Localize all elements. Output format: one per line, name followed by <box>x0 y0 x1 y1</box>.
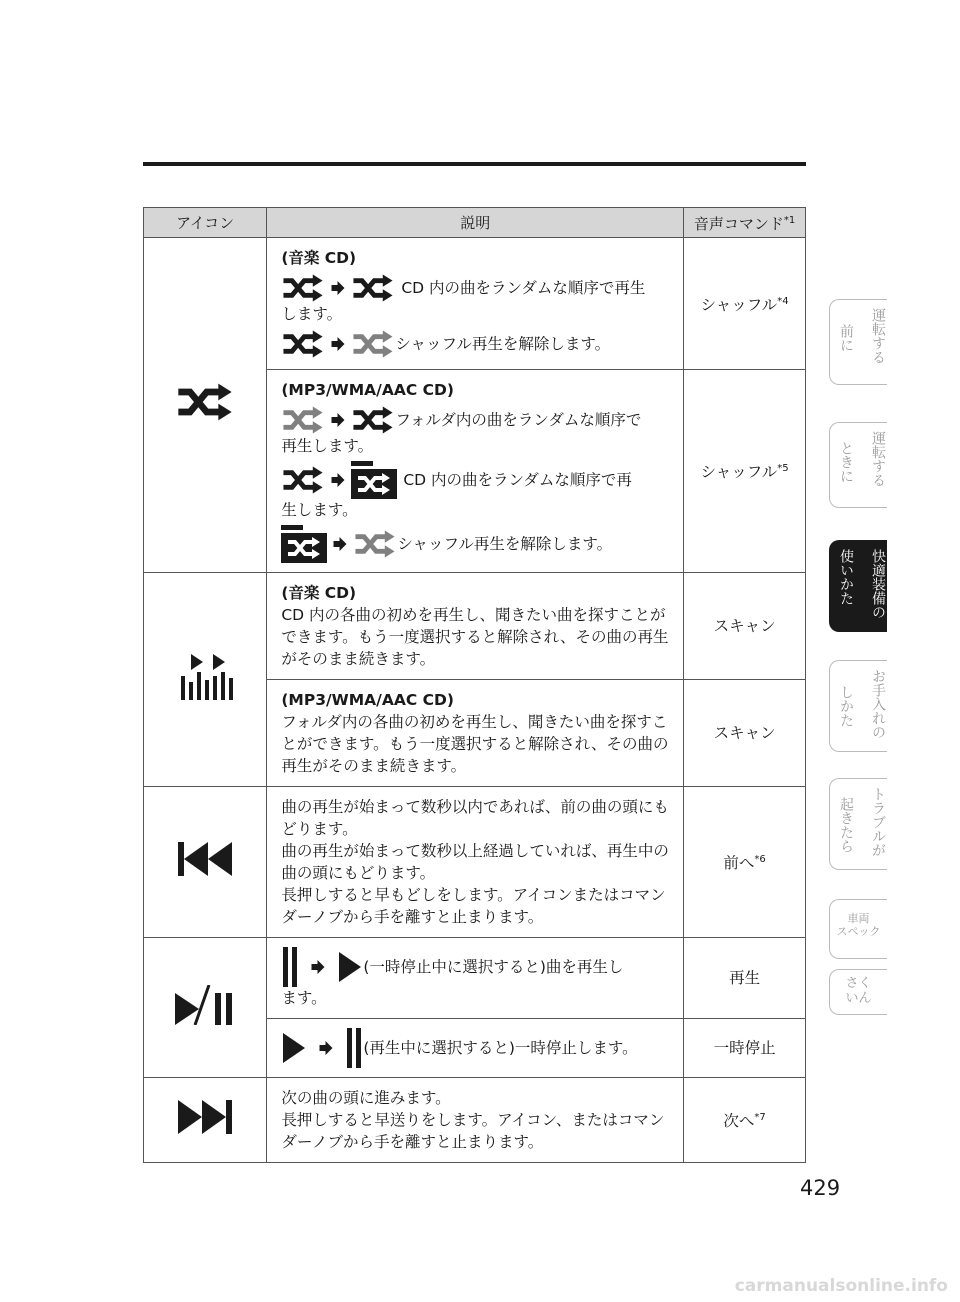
arrow-icon <box>331 413 345 427</box>
side-tab-specs[interactable] <box>829 899 887 959</box>
previous-track-icon <box>178 842 232 876</box>
side-tab-label: 運転する <box>870 431 886 487</box>
side-tab-label: しかた <box>838 685 854 727</box>
shuffle-on-icon <box>351 273 395 303</box>
function-table <box>143 207 806 1163</box>
scan-cd-cmd: スキャン <box>684 573 806 680</box>
shuffle-on-icon <box>281 465 325 495</box>
scan-icon-cell <box>144 573 267 787</box>
shuffle-all-icon <box>281 525 327 563</box>
shuffle-on-icon <box>281 329 325 359</box>
side-tab-label: お手入れの <box>870 669 886 739</box>
header-icon: アイコン <box>144 208 267 238</box>
arrow-icon <box>331 473 345 487</box>
scan-cd-desc <box>267 573 684 680</box>
next-cmd: 次へ$^{*7}$ <box>684 1078 806 1163</box>
shuffle-cd-line2: シャッフル再生を解除します。 <box>395 335 611 353</box>
table-header-row <box>144 208 806 238</box>
play-textb: ます。 <box>281 989 327 1007</box>
scan-mp3-text: フォルダ内の各曲の初めを再生し、聞きたい曲を探すことができます。もう一度選択すると解除され、その曲の再生がそのまま続きます。 <box>281 713 669 775</box>
table-row <box>144 1078 806 1163</box>
scan-mp3-cmd: スキャン <box>684 680 806 787</box>
side-tab-label: いん <box>845 991 872 1006</box>
shuffle-on-icon <box>351 405 395 435</box>
shuffle-mp3-line2: CD 内の曲をランダムな順序で再 <box>403 471 632 489</box>
play-text: (一時停止中に選択すると)曲を再生し <box>363 958 624 976</box>
side-tab-maintenance[interactable] <box>829 660 887 752</box>
side-tab-while-driving[interactable] <box>829 422 887 508</box>
next-desc <box>267 1078 684 1163</box>
side-tab-label: 車両 <box>847 912 870 925</box>
scan-icon <box>177 654 233 700</box>
side-tab-label: 運転する <box>870 308 886 364</box>
shuffle-icon <box>175 382 235 422</box>
scan-cd-title: (音楽 CD) <box>281 584 357 602</box>
shuffle-all-icon <box>351 461 397 499</box>
shuffle-mp3-desc <box>267 370 684 573</box>
shuffle-off-icon <box>281 405 325 435</box>
table-row <box>144 238 806 370</box>
side-tab-index[interactable] <box>829 969 887 1015</box>
scan-mp3-title: (MP3/WMA/AAC CD) <box>281 691 454 709</box>
arrow-icon <box>331 281 345 295</box>
next-text1: 次の曲の頭に進みます。 <box>281 1089 451 1107</box>
prev-cmd: 前へ$^{*6}$ <box>684 787 806 938</box>
shuffle-cd-cmd: シャッフル$^{*4}$ <box>684 238 806 370</box>
shuffle-off-icon <box>281 273 325 303</box>
prev-desc <box>267 787 684 938</box>
shuffle-mp3-line1: フォルダ内の曲をランダムな順序で <box>395 411 642 429</box>
prev-text1: 曲の再生が始まって数秒以内であれば、前の曲の頭にもどります。 <box>281 798 669 838</box>
pause-text: (再生中に選択すると)一時停止します。 <box>363 1039 638 1057</box>
header-description: 説明 <box>267 208 684 238</box>
play-desc <box>267 938 684 1019</box>
shuffle-off-icon <box>353 529 397 559</box>
shuffle-cd-line1b: します。 <box>281 305 343 323</box>
shuffle-cd-line1: CD 内の曲をランダムな順序で再生 <box>401 279 646 297</box>
arrow-icon <box>311 960 325 974</box>
side-tab-label: トラブルが <box>870 787 886 857</box>
side-tab-before-driving[interactable] <box>829 299 887 385</box>
prev-icon-cell <box>144 787 267 938</box>
shuffle-cd-title: (音楽 CD) <box>281 249 357 267</box>
side-tab-troubleshooting[interactable] <box>829 778 887 870</box>
shuffle-cd-desc <box>267 238 684 370</box>
side-tab-label: 快適装備の <box>870 549 886 619</box>
shuffle-off-icon <box>351 329 395 359</box>
shuffle-mp3-line3: シャッフル再生を解除します。 <box>397 535 613 553</box>
page-number: 429 <box>800 1176 841 1200</box>
header-voice-command: 音声コマンド$^{*1}$ <box>684 208 806 238</box>
table-row <box>144 938 806 1019</box>
side-tab-label: 起きたら <box>838 797 854 853</box>
scan-mp3-desc <box>267 680 684 787</box>
shuffle-mp3-line1b: 再生します。 <box>281 437 374 455</box>
side-tab-label: ときに <box>838 441 854 483</box>
side-tab-label: 使いかた <box>838 549 854 605</box>
play-icon <box>281 1033 307 1063</box>
shuffle-mp3-title: (MP3/WMA/AAC CD) <box>281 381 454 399</box>
scan-cd-text: CD 内の各曲の初めを再生し、聞きたい曲を探すことができます。もう一度選択すると解除され、その曲の再生がそのまま続きます。 <box>281 606 669 668</box>
arrow-icon <box>331 337 345 351</box>
header-rule <box>143 162 806 166</box>
pause-icon <box>345 1028 363 1068</box>
next-track-icon <box>178 1100 232 1134</box>
next-text2: 長押しすると早送りをします。アイコン、またはコマンダーノブから手を離すと止まります。 <box>281 1111 665 1151</box>
table-row <box>144 787 806 938</box>
pause-desc <box>267 1019 684 1078</box>
play-cmd: 再生 <box>684 938 806 1019</box>
prev-text3: 長押しすると早もどしをします。アイコンまたはコマンダーノブから手を離すと止まります。 <box>281 886 666 926</box>
side-tab-label: 前に <box>838 324 854 352</box>
shuffle-mp3-line2b: 生します。 <box>281 501 358 519</box>
shuffle-icon-cell <box>144 238 267 573</box>
next-icon-cell <box>144 1078 267 1163</box>
table-row <box>144 573 806 680</box>
play-icon <box>337 952 363 982</box>
side-tab-label: スペック <box>836 925 881 938</box>
prev-text2: 曲の再生が始まって数秒以上経過していれば、再生中の曲の頭にもどります。 <box>281 842 669 882</box>
arrow-icon <box>333 537 347 551</box>
pause-cmd: 一時停止 <box>684 1019 806 1078</box>
side-tab-label: さく <box>845 976 872 991</box>
watermark: carmanualsonline.info <box>734 1276 948 1296</box>
shuffle-mp3-cmd: シャッフル$^{*5}$ <box>684 370 806 573</box>
play-pause-icon-cell <box>144 938 267 1078</box>
pause-icon <box>281 947 299 987</box>
arrow-icon <box>319 1041 333 1055</box>
side-tab-comfort-equipment[interactable] <box>829 540 887 632</box>
play-pause-icon <box>175 985 235 1025</box>
